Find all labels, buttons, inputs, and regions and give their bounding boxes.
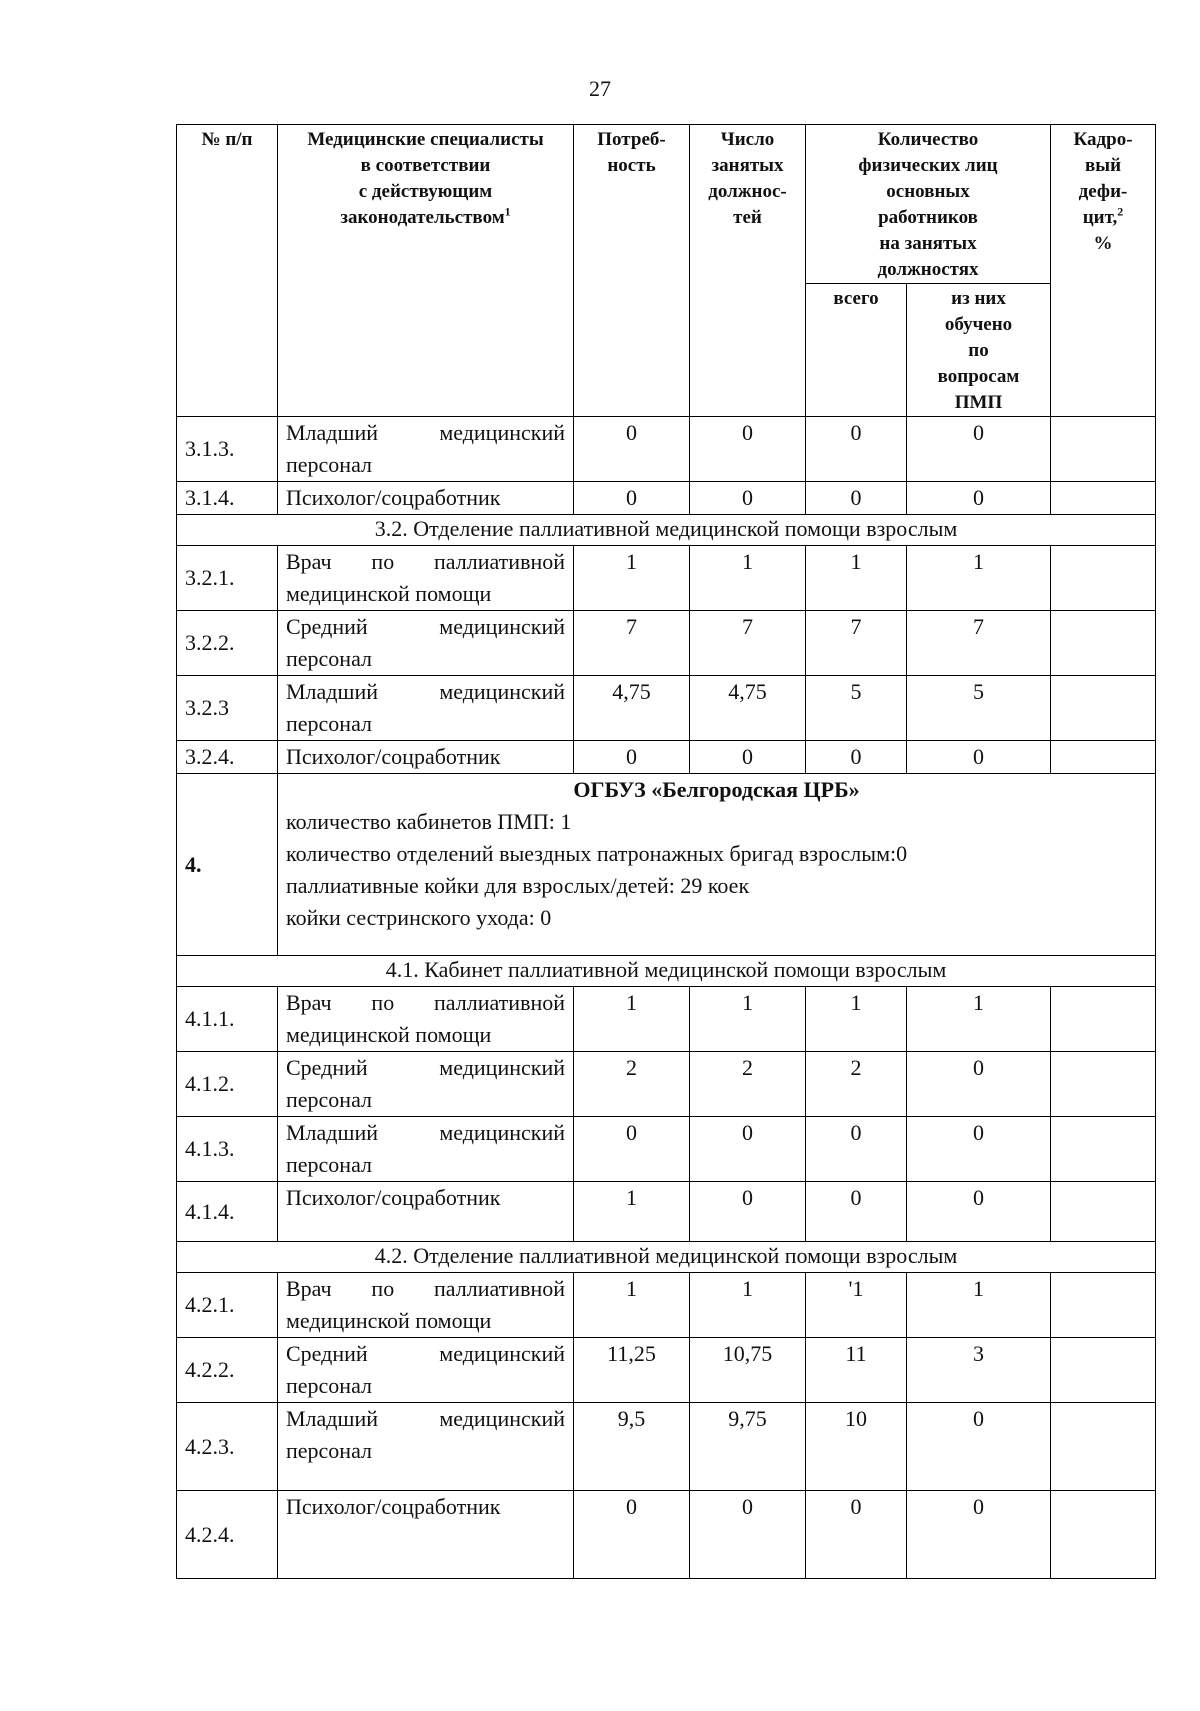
specialist-name-line: Психолог/соцработник [286, 1494, 501, 1519]
organization-title: ОГБУЗ «Белгородская ЦРБ» [573, 777, 860, 802]
section-row [177, 515, 1156, 546]
occupied-value: 0 [690, 1117, 806, 1182]
need-value: 1 [574, 987, 690, 1052]
specialist-name [278, 611, 574, 676]
section-title-4-2: 4.2. Отделение паллиативной медицинской помощи взрослым [177, 1242, 1156, 1273]
page-number: 27 [589, 76, 611, 101]
specialist-name-line: медицинской помощи [286, 581, 492, 606]
occupied-value: 2 [690, 1052, 806, 1117]
specialist-name-line: персонал [286, 452, 373, 477]
row-number: 3.2.1. [177, 546, 278, 611]
total-value: 0 [806, 482, 907, 515]
occupied-value: 4,75 [690, 676, 806, 741]
trained-value: 0 [907, 482, 1051, 515]
trained-value: 1 [907, 987, 1051, 1052]
need-value: 7 [574, 611, 690, 676]
row-number: 4.2.2. [177, 1338, 278, 1403]
total-value: 0 [806, 1182, 907, 1242]
specialist-name-line: персонал [286, 711, 373, 736]
specialist-name-line: Врач по паллиативной [286, 990, 565, 1015]
deficit-value [1051, 611, 1156, 676]
deficit-value [1051, 1117, 1156, 1182]
specialist-name [278, 417, 574, 482]
trained-value: 0 [907, 1117, 1051, 1182]
occupied-value: 9,75 [690, 1403, 806, 1491]
header-persons: Количество физических лиц основных работников на занятых должностях [806, 125, 1051, 284]
total-value: 0 [806, 1491, 907, 1579]
row-number: 4.2.3. [177, 1403, 278, 1491]
need-value: 0 [574, 417, 690, 482]
deficit-value [1051, 1273, 1156, 1338]
table-row [177, 611, 1156, 676]
organization-row [177, 774, 1156, 956]
specialist-name-line: персонал [286, 1373, 373, 1398]
specialist-name-line: персонал [286, 646, 373, 671]
trained-value: 1 [907, 1273, 1051, 1338]
trained-value: 5 [907, 676, 1051, 741]
specialist-name-line: Врач по паллиативной [286, 549, 565, 574]
occupied-value: 1 [690, 546, 806, 611]
table-row [177, 1491, 1156, 1579]
row-number: 3.2.4. [177, 741, 278, 774]
section-row [177, 1242, 1156, 1273]
row-number: 4.2.1. [177, 1273, 278, 1338]
occupied-value: 1 [690, 1273, 806, 1338]
table-row [177, 741, 1156, 774]
header-row-1 [177, 125, 1156, 284]
trained-value: 7 [907, 611, 1051, 676]
occupied-value: 0 [690, 417, 806, 482]
table-row [177, 987, 1156, 1052]
total-value: 5 [806, 676, 907, 741]
specialist-name-line: персонал [286, 1087, 373, 1112]
trained-value: 0 [907, 417, 1051, 482]
deficit-value [1051, 1491, 1156, 1579]
specialist-name [278, 482, 574, 515]
trained-value: 1 [907, 546, 1051, 611]
table-row [177, 1052, 1156, 1117]
organization-info-line: паллиативные койки для взрослых/детей: 29 коек [286, 873, 750, 898]
row-number: 3.2.2. [177, 611, 278, 676]
total-value: 0 [806, 417, 907, 482]
deficit-value [1051, 1182, 1156, 1242]
header-specialists: Медицинские специалисты в соответствии с действующим законодательством$^1$ [278, 125, 574, 417]
need-value: 1 [574, 1182, 690, 1242]
organization-info-line: койки сестринского ухода: 0 [286, 905, 552, 930]
occupied-value: 0 [690, 482, 806, 515]
trained-value: 0 [907, 1052, 1051, 1117]
section-title-3-2: 3.2. Отделение паллиативной медицинской помощи взрослым [177, 515, 1156, 546]
total-value: 10 [806, 1403, 907, 1491]
trained-value: 0 [907, 1182, 1051, 1242]
specialist-name [278, 1403, 574, 1491]
deficit-value [1051, 987, 1156, 1052]
header-total: всего [806, 284, 907, 417]
deficit-value [1051, 676, 1156, 741]
total-value: 0 [806, 1117, 907, 1182]
specialist-name-line: Врач по паллиативной [286, 1276, 565, 1301]
table-row [177, 1117, 1156, 1182]
need-value: 0 [574, 741, 690, 774]
table-row [177, 417, 1156, 482]
row-number: 4.2.4. [177, 1491, 278, 1579]
trained-value: 0 [907, 1491, 1051, 1579]
specialist-name-line: персонал [286, 1152, 373, 1177]
header-trained: из них обучено по вопросам ПМП [907, 284, 1051, 417]
specialist-name-line: Средний медицинский [286, 1341, 565, 1366]
specialist-name [278, 546, 574, 611]
specialist-name-line: Психолог/соцработник [286, 1185, 501, 1210]
total-value: 0 [806, 741, 907, 774]
need-value: 1 [574, 546, 690, 611]
specialist-name-line: Средний медицинский [286, 1055, 565, 1080]
row-number: 4.1.4. [177, 1182, 278, 1242]
specialist-name-line: Младший медицинский [286, 1120, 565, 1145]
table-row [177, 546, 1156, 611]
specialist-name-line: персонал [286, 1438, 373, 1463]
total-value: '1 [806, 1273, 907, 1338]
specialist-name-line: Младший медицинский [286, 420, 565, 445]
organization-number: 4. [177, 774, 278, 956]
occupied-value: 0 [690, 1491, 806, 1579]
specialist-name [278, 1491, 574, 1579]
specialist-name-line: медицинской помощи [286, 1308, 492, 1333]
need-value: 11,25 [574, 1338, 690, 1403]
deficit-value [1051, 1338, 1156, 1403]
row-number: 4.1.2. [177, 1052, 278, 1117]
section-row [177, 956, 1156, 987]
occupied-value: 0 [690, 741, 806, 774]
deficit-value [1051, 417, 1156, 482]
trained-value: 0 [907, 1403, 1051, 1491]
header-occupied: Число занятых должнос- тей [690, 125, 806, 417]
section-title-4-1: 4.1. Кабинет паллиативной медицинской помощи взрослым [177, 956, 1156, 987]
specialist-name-line: Психолог/соцработник [286, 744, 501, 769]
staffing-table [176, 124, 1156, 1579]
table-row [177, 676, 1156, 741]
need-value: 2 [574, 1052, 690, 1117]
need-value: 0 [574, 1491, 690, 1579]
deficit-value [1051, 546, 1156, 611]
total-value: 1 [806, 987, 907, 1052]
table-row [177, 1403, 1156, 1491]
table-row [177, 1338, 1156, 1403]
occupied-value: 1 [690, 987, 806, 1052]
organization-info [278, 774, 1156, 956]
specialist-name-line: Психолог/соцработник [286, 485, 501, 510]
specialist-name [278, 1182, 574, 1242]
total-value: 7 [806, 611, 907, 676]
need-value: 4,75 [574, 676, 690, 741]
specialist-name [278, 1338, 574, 1403]
occupied-value: 10,75 [690, 1338, 806, 1403]
deficit-value [1051, 482, 1156, 515]
organization-info-line: количество кабинетов ПМП: 1 [286, 809, 572, 834]
organization-info-line: количество отделений выездных патронажных бригад взрослым:0 [286, 841, 908, 866]
table-row [177, 1182, 1156, 1242]
total-value: 1 [806, 546, 907, 611]
specialist-name-line: Младший медицинский [286, 679, 565, 704]
deficit-value [1051, 1403, 1156, 1491]
need-value: 9,5 [574, 1403, 690, 1491]
specialist-name [278, 987, 574, 1052]
need-value: 0 [574, 482, 690, 515]
row-number: 4.1.3. [177, 1117, 278, 1182]
total-value: 11 [806, 1338, 907, 1403]
specialist-name [278, 741, 574, 774]
row-number: 4.1.1. [177, 987, 278, 1052]
deficit-value [1051, 1052, 1156, 1117]
row-number: 3.1.4. [177, 482, 278, 515]
specialist-name-line: медицинской помощи [286, 1022, 492, 1047]
header-deficit: Кадро- вый дефи- цит,$^2$ % [1051, 125, 1156, 417]
table-row [177, 1273, 1156, 1338]
specialist-name [278, 1117, 574, 1182]
row-number: 3.1.3. [177, 417, 278, 482]
deficit-value [1051, 741, 1156, 774]
specialist-name [278, 1052, 574, 1117]
need-value: 0 [574, 1117, 690, 1182]
occupied-value: 7 [690, 611, 806, 676]
specialist-name-line: Средний медицинский [286, 614, 565, 639]
specialist-name [278, 676, 574, 741]
header-need: Потреб- ность [574, 125, 690, 417]
trained-value: 0 [907, 741, 1051, 774]
row-number: 3.2.3 [177, 676, 278, 741]
total-value: 2 [806, 1052, 907, 1117]
need-value: 1 [574, 1273, 690, 1338]
trained-value: 3 [907, 1338, 1051, 1403]
occupied-value: 0 [690, 1182, 806, 1242]
specialist-name-line: Младший медицинский [286, 1406, 565, 1431]
header-num: № п/п [177, 125, 278, 417]
specialist-name [278, 1273, 574, 1338]
table-row [177, 482, 1156, 515]
